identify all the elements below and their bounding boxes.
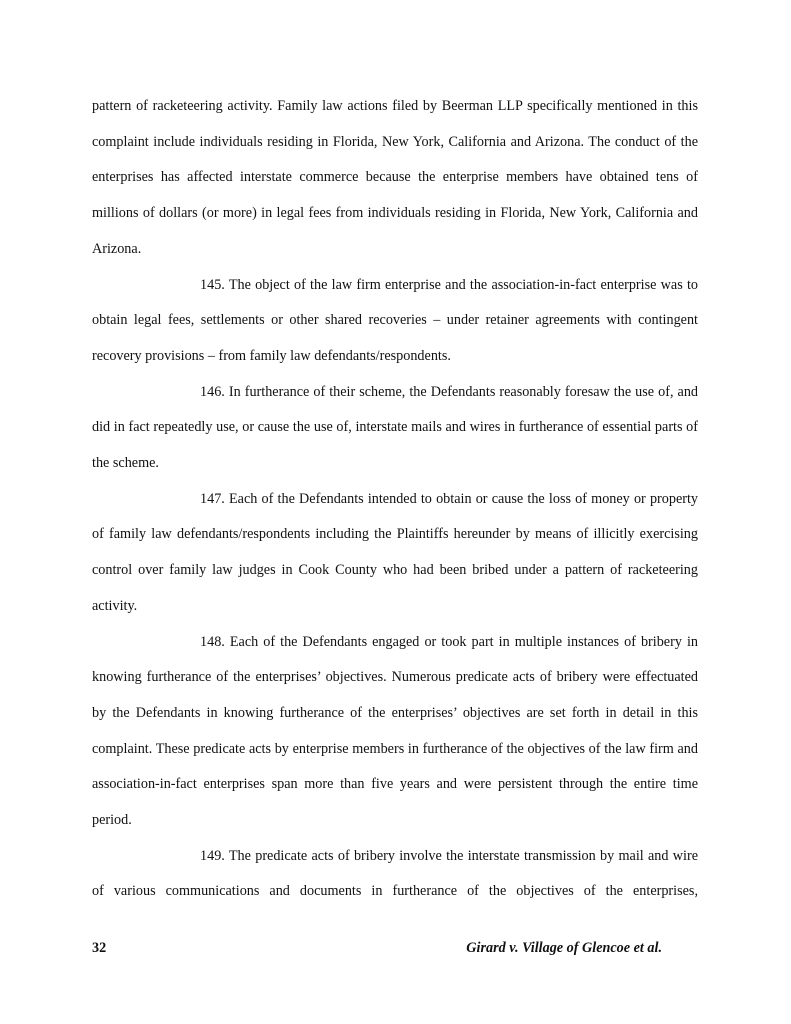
paragraph-number: 145. (200, 276, 225, 293)
paragraph-text: Each of the Defendants intended to obtain or cause the loss of money or property of family law defendants/respondents including the Plaintiffs hereunder by means of illicitly exercising control over family law judges in Cook County who had been bribed under a pattern of racketeering activity. (92, 490, 699, 614)
document-body (92, 89, 698, 910)
paragraph-number: 149. (200, 847, 225, 864)
paragraph-text: Each of the Defendants engaged or took part in multiple instances of bribery in knowing furtherance of the enterprises’ objectives. Numerous predicate acts of bribery were effectuated by the Defendants in knowing furtherance of the enterprises’ objectives are set forth in detail in this complaint. These predicate acts by enterprise members in furtherance of the objectives of the law firm and association-in-fact enterprises span more than five years and were persistent through the entire time period. (92, 633, 698, 829)
paragraph-145 (92, 268, 698, 375)
page-number: 32 (92, 940, 107, 956)
paragraph-text: In furtherance of their scheme, the Defendants reasonably foresaw the use of, and did in fact repeatedly use, or cause the use of, interstate mails and wires in furtherance of essential parts of the scheme. (92, 383, 699, 472)
paragraph-number: 147. (200, 490, 225, 507)
case-caption: Girard v. Village of Glencoe et al. (466, 940, 662, 956)
paragraph-147 (92, 482, 698, 625)
opening-paragraph: pattern of racketeering activity. Family law actions filed by Beerman LLP specifically mentioned in this complaint include individuals residing in Florida, New York, California and Arizona. The conduct of the enterprises has affected interstate commerce because the enterprise members have obtained tens of millions of dollars (or more) in legal fees from individuals residing in Florida, New York, California and Arizona. (92, 98, 698, 257)
paragraph-number: 146. (200, 383, 225, 400)
paragraph-149 (92, 839, 698, 910)
paragraph-number: 148. (200, 633, 225, 650)
paragraph-text: The object of the law firm enterprise and the association-in-fact enterprise was to obtain legal fees, settlements or other shared recoveries – under retainer agreements with contingent recovery provisions – from family law defendants/respondents. (92, 276, 698, 364)
paragraph-146 (92, 375, 698, 482)
paragraph-148 (92, 625, 698, 839)
paragraph-text: The predicate acts of bribery involve the interstate transmission by mail and wire of various communications and documents in furtherance of the objectives of the enterprises, (92, 847, 698, 900)
page-footer (92, 940, 662, 970)
